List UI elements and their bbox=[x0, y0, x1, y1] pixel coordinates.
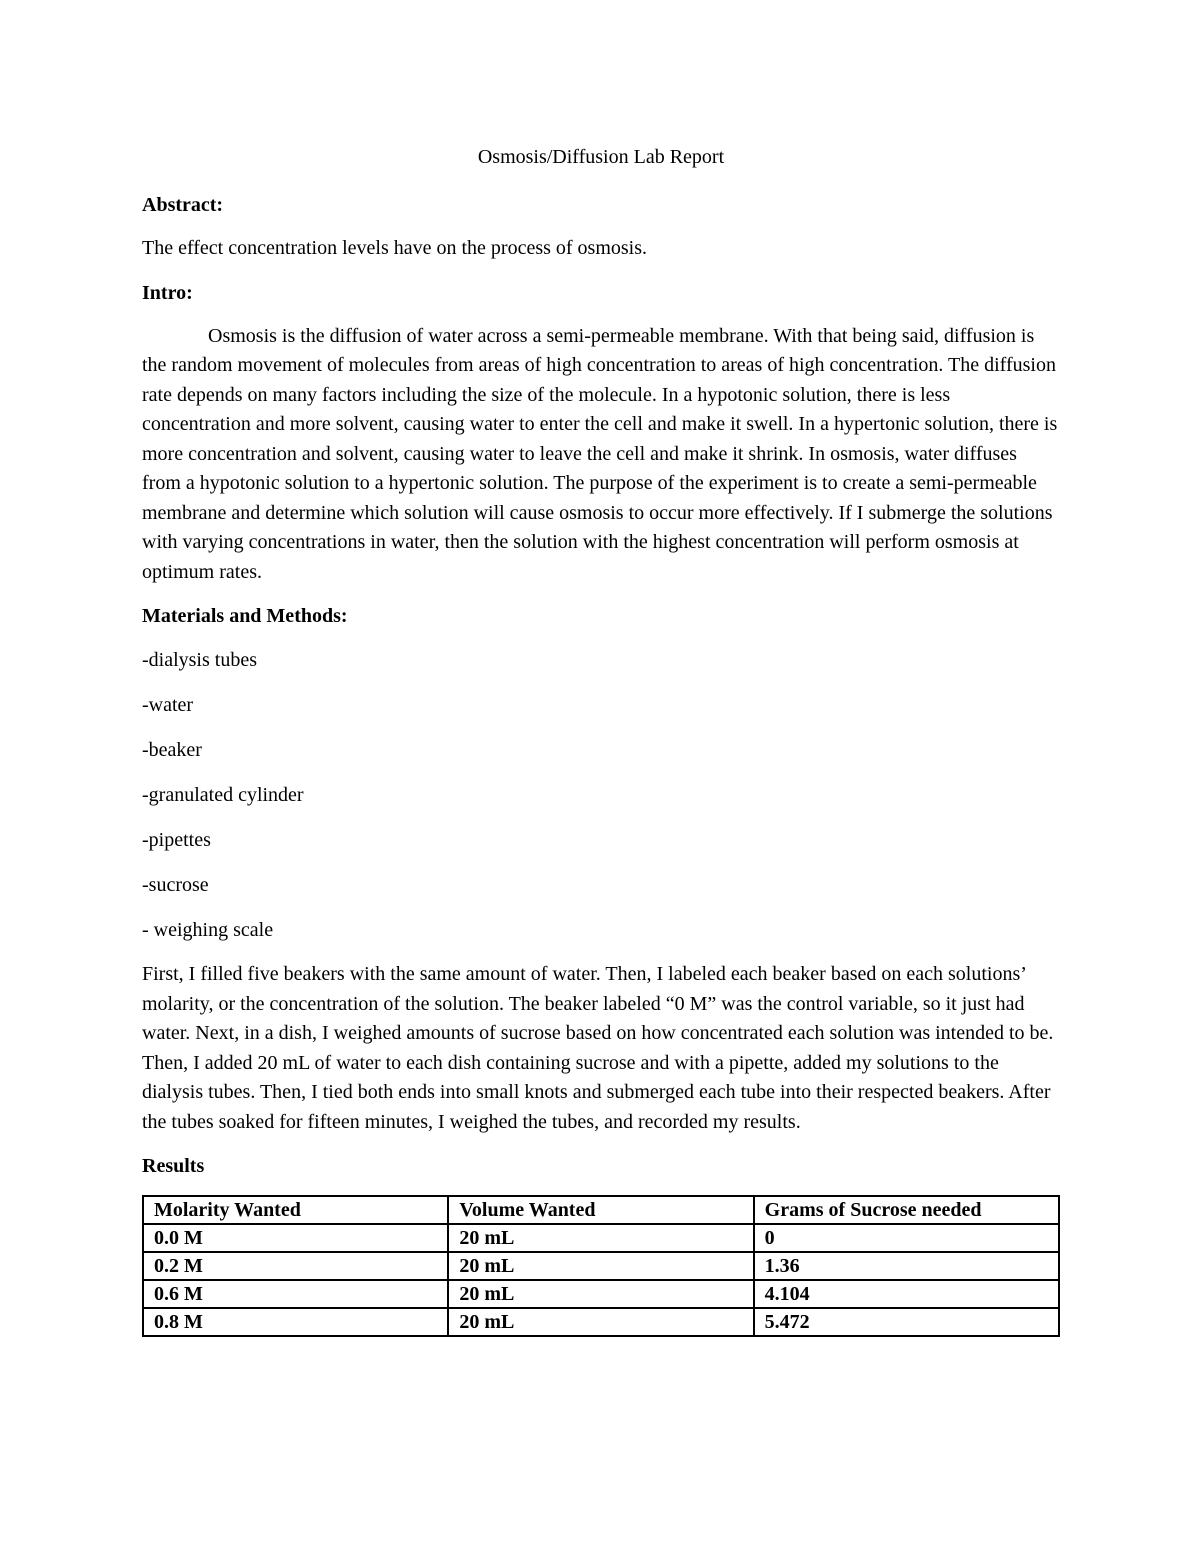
list-item: -water bbox=[142, 694, 194, 716]
list-item: - weighing scale bbox=[142, 919, 274, 941]
table-cell: 0.2 M bbox=[143, 1252, 448, 1280]
results-table bbox=[142, 1195, 1060, 1337]
intro-text: Osmosis is the diffusion of water across a semi-permeable membrane. With that being said, diffusion is the random movement of molecules from areas of high concentration to areas of high concentration. The diffusion rate depends on many factors including the size of the molecule. In a hypotonic solution, there is less concentration and more solvent, causing water to enter the cell and make it swell. In a hypertonic solution, there is more concentration and solvent, causing water to leave the cell and make it shrink. In osmosis, water diffuses from a hypotonic solution to a hypertonic solution. The purpose of the experiment is to create a semi-permeable membrane and determine which solution will cause osmosis to occur more effectively. If I submerge the solutions with varying concentrations in water, then the solution with the highest concentration will perform osmosis at optimum rates. bbox=[142, 324, 1058, 583]
table-row bbox=[143, 1224, 1059, 1252]
table-cell: 0.6 M bbox=[143, 1280, 448, 1308]
document-page bbox=[142, 142, 1060, 1337]
table-cell: 20 mL bbox=[448, 1308, 753, 1336]
table-header-row bbox=[143, 1196, 1059, 1224]
list-item: -sucrose bbox=[142, 874, 209, 896]
table-row bbox=[143, 1308, 1059, 1336]
document-title: Osmosis/Diffusion Lab Report bbox=[477, 146, 725, 168]
column-header: Molarity Wanted bbox=[143, 1196, 448, 1224]
table-cell: 0.0 M bbox=[143, 1224, 448, 1252]
table-cell: 20 mL bbox=[448, 1224, 753, 1252]
methods-text: First, I filled five beakers with the same amount of water. Then, I labeled each beaker based on each solutions’ molarity, or the concentration of the solution. The beaker labeled “0 M” was the control variable, so it just had water. Next, in a dish, I weighed amounts of sucrose based on how concentrated each solution was intended to be. Then, I added 20 mL of water to each dish containing sucrose and with a pipette, added my solutions to the dialysis tubes. Then, I tied both ends into small knots and submerged each tube into their respected beakers. After the tubes soaked for fifteen minutes, I weighed the tubes, and recorded my results. bbox=[142, 963, 1054, 1133]
abstract-text: The effect concentration levels have on the process of osmosis. bbox=[142, 237, 648, 259]
table-cell: 0.8 M bbox=[143, 1308, 448, 1336]
table-cell: 20 mL bbox=[448, 1252, 753, 1280]
list-item: -beaker bbox=[142, 739, 202, 761]
table-row bbox=[143, 1252, 1059, 1280]
table-cell: 20 mL bbox=[448, 1280, 753, 1308]
abstract-heading: Abstract: bbox=[142, 194, 224, 216]
materials-heading: Materials and Methods: bbox=[142, 605, 348, 627]
list-item: -granulated cylinder bbox=[142, 784, 304, 806]
table-cell: 0 bbox=[754, 1224, 1059, 1252]
table-cell: 4.104 bbox=[754, 1280, 1059, 1308]
table-cell: 5.472 bbox=[754, 1308, 1059, 1336]
column-header: Volume Wanted bbox=[448, 1196, 753, 1224]
materials-list bbox=[142, 645, 1060, 945]
table-cell: 1.36 bbox=[754, 1252, 1059, 1280]
intro-heading: Intro: bbox=[142, 281, 193, 304]
table-row bbox=[143, 1280, 1059, 1308]
column-header: Grams of Sucrose needed bbox=[754, 1196, 1059, 1224]
list-item: -dialysis tubes bbox=[142, 649, 257, 671]
results-heading: Results bbox=[142, 1155, 205, 1177]
list-item: -pipettes bbox=[142, 829, 211, 851]
